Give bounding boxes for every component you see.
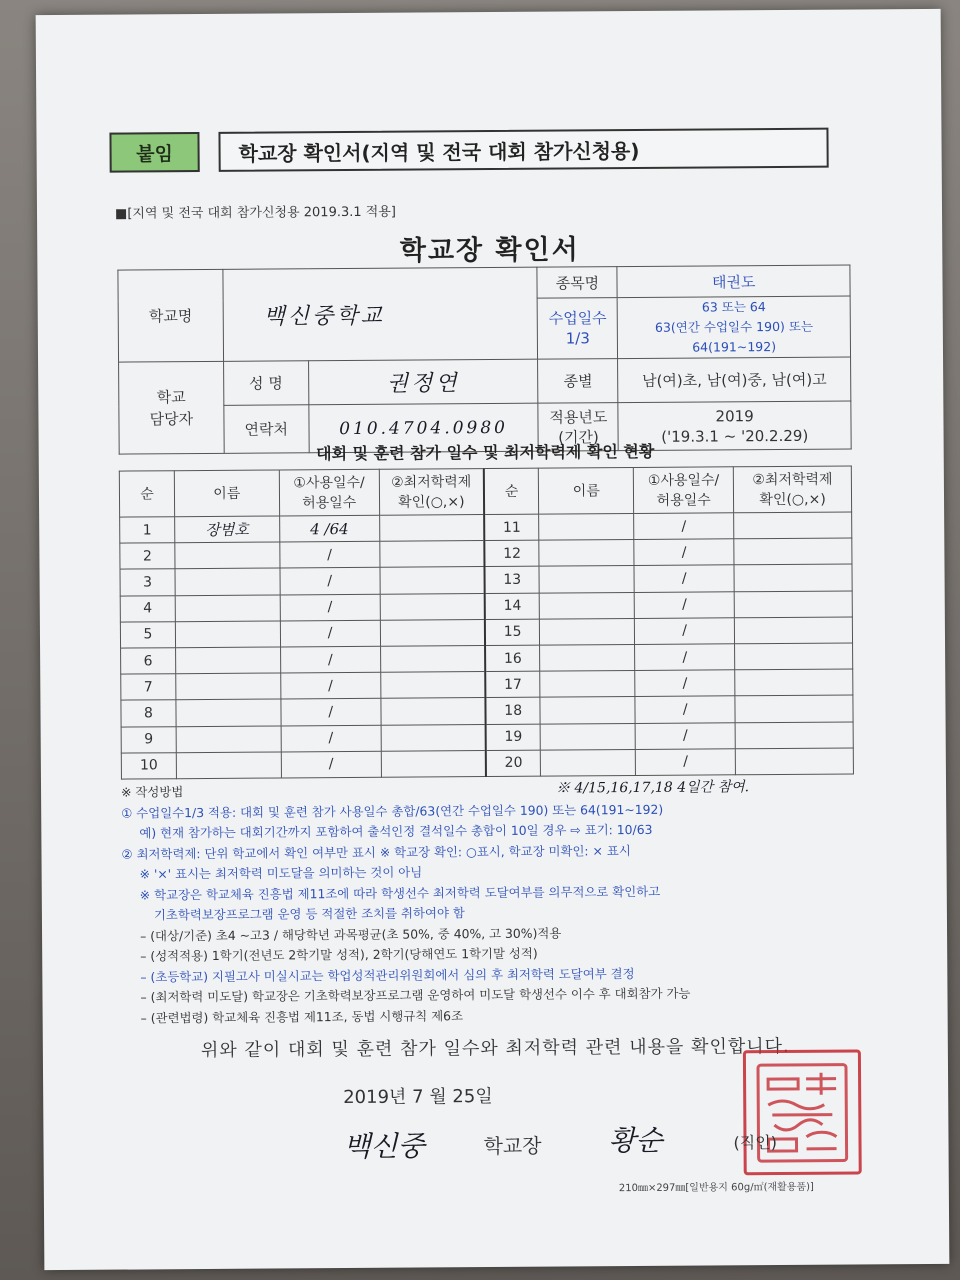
- note-6: – (성적적용) 1학기(전년도 2학기말 성적), 2학기(당해연도 1학기말 성적): [140, 945, 538, 964]
- days-label-2: 1/3: [565, 329, 590, 348]
- days-value-2: 63(연간 수업일수 190) 또는 64(191~192): [654, 318, 814, 355]
- phone-value: 010.4704.0980: [339, 417, 509, 439]
- instructions: [121, 777, 863, 1028]
- signature-school: 백신중: [343, 1129, 425, 1164]
- event-label: 종목명: [537, 267, 617, 299]
- participation-table: [119, 465, 854, 779]
- note-5: – (대상/기준) 초4 ~고3 / 해당학년 과목평균(초 50%, 중 40%, 고 30%)적용: [140, 925, 562, 943]
- row1-days: 4 /64: [310, 519, 349, 538]
- note-1b: 예) 현재 참가하는 대회기간까지 포함하여 출석인정 결석일수 총합이 10일 경우 ⇨ 표기: 10/63: [139, 821, 653, 841]
- col-min: ②최저학력제 확인(○,×): [379, 469, 484, 516]
- issue-date: 2019년 7 월 25일: [343, 1086, 493, 1109]
- school-label: 학교명: [118, 269, 223, 362]
- col-name: 이름: [174, 470, 279, 517]
- table-row: 3 / 13 /: [120, 564, 852, 595]
- year-value-2: ('19.3.1 ~ '20.2.29): [661, 426, 809, 446]
- seal-mark: (직인): [733, 1133, 777, 1153]
- table-row: 10 / 20 /: [121, 748, 853, 779]
- phone-label: 연락처: [224, 405, 309, 454]
- table-row: 5 / 15 /: [120, 617, 852, 648]
- header-title: 학교장 확인서(지역 및 전국 대회 참가신청용): [218, 128, 828, 172]
- year-label-1: 적용년도: [549, 407, 608, 427]
- note-4a: ※ 학교장은 학교체육 진흥법 제11조에 따라 학생선수 최저학력 도달여부를 의무적으로 확인하고: [139, 883, 661, 902]
- col-days-2: ①사용일수/ 허용일수: [634, 467, 734, 514]
- name-label: 성 명: [223, 361, 308, 406]
- table-header-row: [119, 466, 851, 517]
- days-value-1: 63 또는 64: [701, 299, 766, 315]
- confirmation-text: 위와 같이 대회 및 훈련 참가 일수와 최저학력 관련 내용을 확인합니다.: [200, 1035, 790, 1062]
- event-value: 태권도: [617, 265, 850, 298]
- kind-label: 종별: [538, 359, 618, 404]
- contact-label-2: 담당자: [149, 409, 194, 428]
- info-table: [117, 264, 851, 454]
- table-row: 4 / 14 /: [120, 591, 852, 622]
- col-no: 순: [119, 471, 174, 517]
- principal-label: 학교장: [483, 1133, 542, 1159]
- kind-value: 남(여)초, 남(여)중, 남(여)고: [618, 357, 851, 403]
- document-title: 학교장 확인서: [399, 234, 580, 267]
- contact-label-1: 학교: [156, 387, 186, 406]
- table-row: 1 장범호 4 /64 11 /: [120, 512, 852, 543]
- attachment-tag: 붙임: [109, 132, 199, 173]
- document-paper: [36, 9, 950, 1270]
- note-3: ※ '×' 표시는 최저학력 미도달을 의미하는 것이 아님: [139, 864, 423, 882]
- paper-spec: 210㎜×297㎜[일반용지 60g/㎡(재활용품)]: [618, 1181, 814, 1195]
- col-name-2: 이름: [539, 468, 634, 515]
- signature-principal: 황순: [608, 1123, 663, 1158]
- handwritten-note: ※ 4/15,16,17,18 4일간 참여.: [555, 779, 750, 797]
- days-label-1: 수업일수: [548, 309, 607, 328]
- table-row: 7 / 17 /: [121, 669, 853, 700]
- year-label-2: (기간): [558, 427, 599, 447]
- notes-title: ※ 작성방법: [121, 784, 184, 800]
- name-value: 권정연: [386, 371, 460, 397]
- table-row: 2 / 12 /: [120, 538, 852, 569]
- col-no-2: 순: [484, 468, 539, 514]
- note-9: – (관련법령) 학교체육 진흥법 제11조, 동법 시행규칙 제6조: [140, 1007, 464, 1025]
- official-seal: [743, 1049, 862, 1175]
- school-value: 백신중학교: [263, 303, 385, 330]
- table-row: 6 / 16 /: [121, 643, 853, 674]
- year-value-1: 2019: [715, 406, 754, 425]
- note-2: ② 최저학력제: 단위 학교에서 확인 여부만 표시 ※ 학교장 확인: ○표시, 학교장 미확인: × 표시: [121, 842, 631, 862]
- note-1a: ① 수업일수1/3 적용: 대회 및 훈련 참가 사용일수 총합/63(연간 수업일수 190) 또는 64(191~192): [121, 801, 664, 821]
- col-days: ①사용일수/ 허용일수: [279, 469, 379, 516]
- table-row: 9 / 19 /: [121, 721, 853, 752]
- row1-name: 장범호: [205, 520, 249, 540]
- table-row: 8 / 18 /: [121, 695, 853, 726]
- note-7: – (초등학교) 지필고사 미실시교는 학업성적관리위원회에서 심의 후 최저학력 도달여부 결정: [140, 965, 635, 984]
- note-4b: 기초학력보장프로그램 운영 등 적절한 조치를 취하여야 함: [153, 905, 465, 923]
- note-8: – (최저학력 미도달) 학교장은 기초학력보장프로그램 운영하여 미도달 학생선수 이수 후 대회참가 가능: [140, 985, 691, 1005]
- col-min-2: ②최저학력제 확인(○,×): [733, 466, 851, 513]
- section-title: 대회 및 훈련 참가 일수 및 최저학력제 확인 현황: [316, 441, 655, 464]
- version-note: ■[지역 및 전국 대회 참가신청용 2019.3.1 적용]: [114, 204, 397, 222]
